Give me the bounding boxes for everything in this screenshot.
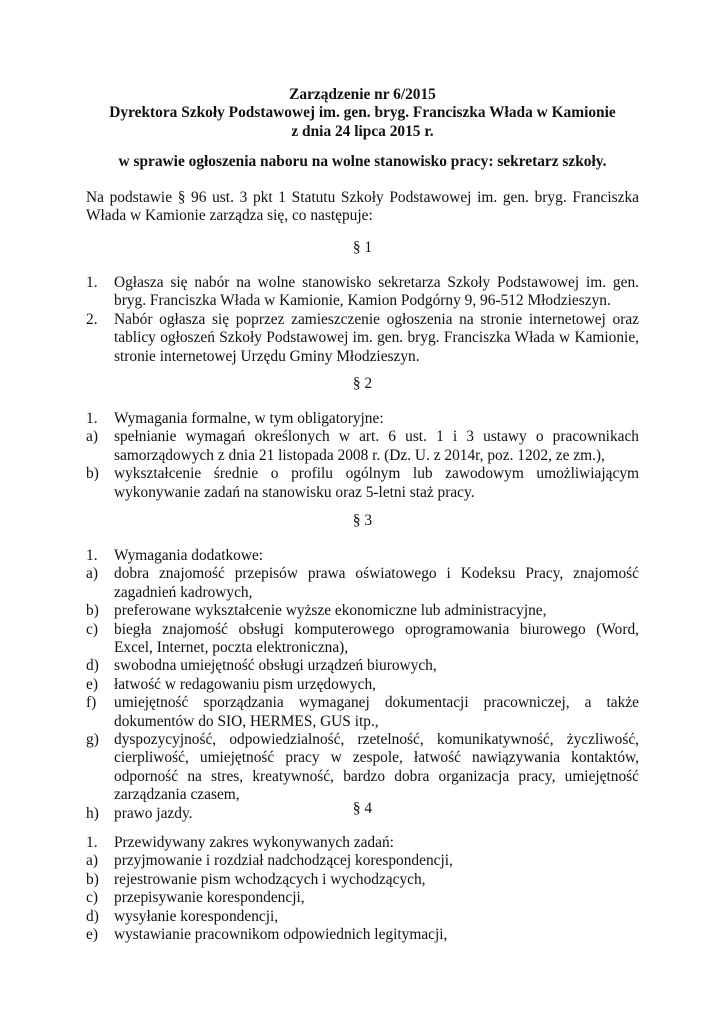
list-item: g) dyspozycyjność, odpowiedzialność, rzetelność, komunikatywność, życzliwość, cierpliwość, umiejętność pracy w zespole, łatwość nawiązywania kontaktów, odporność na stres, kreatywność, bardzo dobra organizacja pracy, umiejętność zarządzania czasem, <box>86 731 639 804</box>
list-item: f) umiejętność sporządzania wymaganej dokumentacji pracowniczej, a także dokumentów do SIO, HERMES, GUS itp., <box>86 694 639 730</box>
issuer: Dyrektora Szkoły Podstawowej im. gen. bryg. Franciszka Włada w Kamionie <box>109 104 616 122</box>
section-2-title: § 2 <box>352 375 373 392</box>
list-item: e) łatwość w redagowaniu pism urzędowych, <box>86 675 376 693</box>
list-item: h) prawo jazdy. <box>86 804 193 822</box>
list-item: 2. Nabór ogłasza się poprzez zamieszczenie ogłoszenia na stronie internetowej oraz tablicy ogłoszeń Szkoły Podstawowej im. gen. bryg. Franciszka Włada w Kamionie, stronie internetowej Urzędu Gminy Młodzieszyn. <box>86 310 639 365</box>
list-item: a) dobra znajomość przepisów prawa oświatowego i Kodeksu Pracy, znajomość zagadnień kadrowych, <box>86 565 639 601</box>
list-item: 1. Ogłasza się nabór na wolne stanowisko sekretarza Szkoły Podstawowej im. gen. bryg. Franciszka Włada w Kamionie, Kamion Podgórny 9, 96-512 Młodzieszyn. <box>86 274 639 310</box>
section-4-list <box>86 834 639 944</box>
document-header <box>86 86 639 141</box>
list-item: a) spełnianie wymagań określonych w art. 6 ust. 1 i 3 ustawy o pracownikach samorządowych z dnia 21 listopada 2008 r. (Dz. U. z 2014r, poz. 1202, ze zm.), <box>86 428 639 464</box>
section-2-list <box>86 410 639 502</box>
section-3-title: § 3 <box>352 512 373 529</box>
list-item: c) przepisywanie korespondencji, <box>86 889 305 907</box>
ordinance-number: Zarządzenie nr 6/2015 <box>289 86 436 103</box>
list-item: 1. Wymagania formalne, w tym obligatoryjne: <box>86 410 384 427</box>
list-item: b) preferowane wykształcenie wyższe ekonomiczne lub administracyjne, <box>86 602 547 620</box>
section-4-title: § 4 <box>352 800 373 817</box>
list-item: a) przyjmowanie i rozdział nadchodzącej korespondencji, <box>86 852 453 870</box>
list-item: b) wykształcenie średnie o profilu ogólnym lub zawodowym umożliwiającym wykonywanie zadań na stanowisku oraz 5-letni staż pracy. <box>86 465 639 501</box>
list-item: b) rejestrowanie pism wchodzących i wychodzących, <box>86 870 426 888</box>
ordinance-date: z dnia 24 lipca 2015 r. <box>291 122 434 140</box>
section-1-title: § 1 <box>352 239 373 256</box>
section-1-list <box>86 274 639 366</box>
ordinance-subject: w sprawie ogłoszenia naboru na wolne stanowisko pracy: sekretarz szkoły. <box>118 153 607 170</box>
section-3-list <box>86 547 639 823</box>
list-item: d) swobodna umiejętność obsługi urządzeń biurowych, <box>86 657 437 675</box>
list-item: 1. Wymagania dodatkowe: <box>86 547 264 564</box>
list-item: e) wystawianie pracownikom odpowiednich legitymacji, <box>86 926 448 944</box>
list-item: d) wysyłanie korespondencji, <box>86 907 279 925</box>
list-item: 1. Przewidywany zakres wykonywanych zadań: <box>86 834 394 851</box>
legal-basis-paragraph: Na podstawie § 96 ust. 3 pkt 1 Statutu Szkoły Podstawowej im. gen. bryg. Franciszka Włada w Kamionie zarządza się, co następuje: <box>86 189 639 225</box>
list-item: c) biegła znajomość obsługi komputerowego oprogramowania biurowego (Word, Excel, Internet, poczta elektroniczna), <box>86 620 639 657</box>
